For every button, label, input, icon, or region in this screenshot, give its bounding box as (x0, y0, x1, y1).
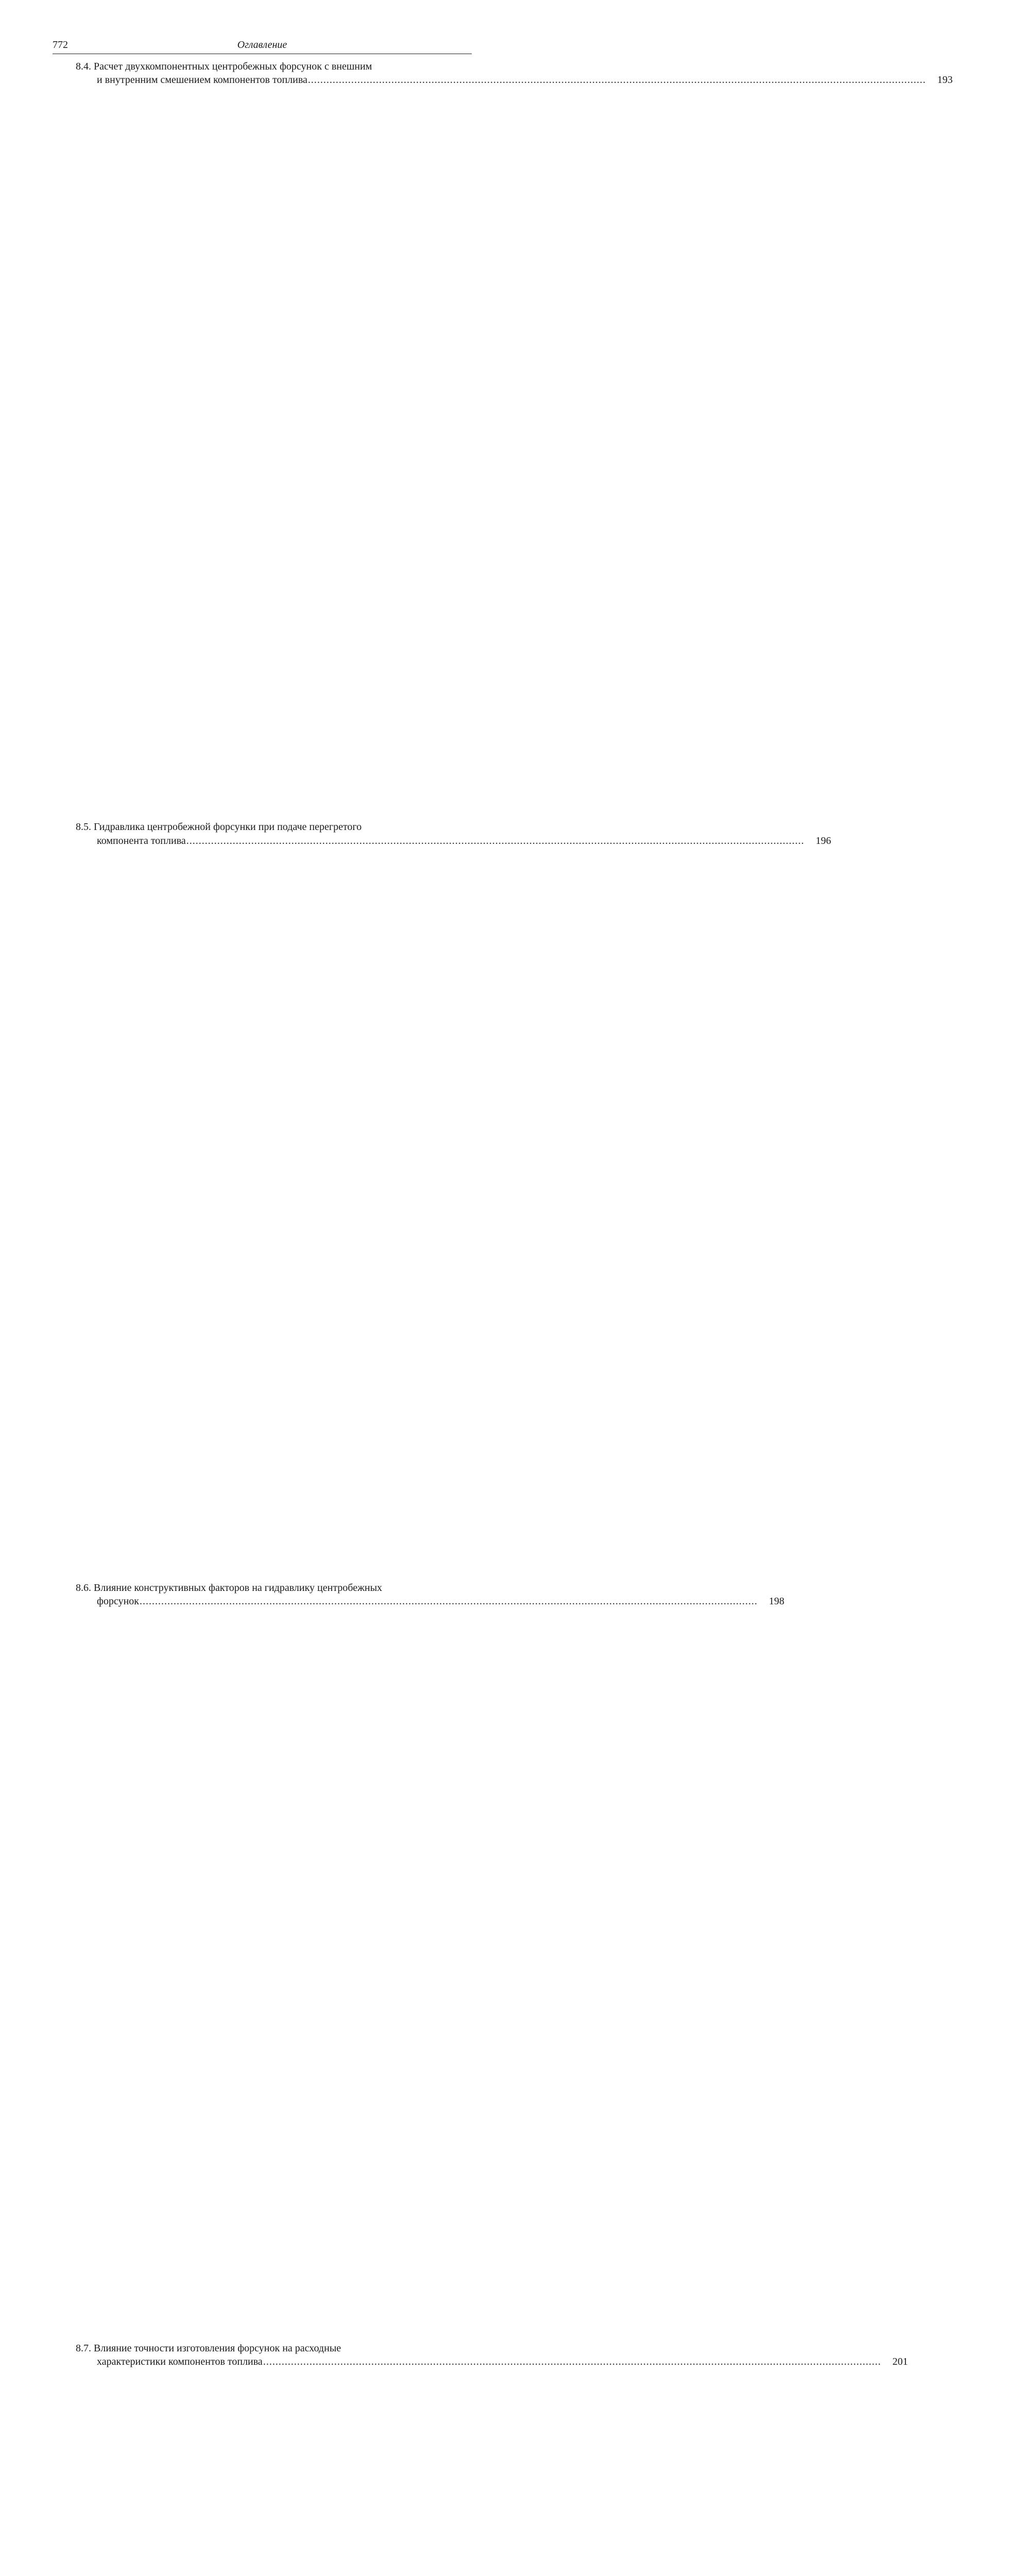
toc-entry-title-line: 8.7. Влияние точности изготовления форсунок на расходные (76, 2342, 341, 2354)
toc-entry-title-line: 8.4. Расчет двухкомпонентных центробежных форсунок с внешним (76, 61, 372, 72)
toc-entry-last-line (97, 2355, 908, 2576)
toc-section-entry (0, 1581, 784, 2342)
dot-leader: ........................................................................................................................................................................................................ (263, 2356, 881, 2368)
toc-entry-last-line (97, 73, 953, 820)
toc-entry-title: и внутренним смешением компонентов топлива (97, 74, 307, 86)
toc-page-number: 201 (892, 2356, 908, 2368)
toc-entry-title: компонента топлива (97, 835, 186, 846)
dot-leader: ........................................................................................................................................................................................................ (186, 835, 804, 846)
running-title: Оглавление (237, 39, 287, 50)
toc-entry-title-line: 8.6. Влияние конструктивных факторов на гидравлику центробежных (76, 1582, 383, 1594)
toc-page-number: 196 (815, 835, 831, 846)
toc-entry-title: форсунок (97, 1595, 139, 1607)
toc-page-number: 193 (937, 74, 953, 86)
toc-entry-title-line: 8.5. Гидравлика центробежной форсунки при подаче перегретого (76, 821, 362, 833)
toc-section-entry (0, 60, 953, 820)
page-header (53, 38, 472, 54)
table-of-contents (0, 60, 953, 2576)
toc-section-entry (0, 2342, 908, 2576)
toc-entry-title: характеристики компонентов топлива (97, 2356, 263, 2368)
toc-page-number: 198 (769, 1595, 784, 1607)
toc-entry-last-line (97, 1595, 784, 2342)
page-number: 772 (53, 39, 68, 50)
dot-leader: ........................................................................................................................................................................................................ (140, 1595, 758, 1607)
toc-section-entry (0, 820, 831, 1581)
dot-leader: ........................................................................................................................................................................................................ (307, 74, 926, 86)
toc-entry-last-line (97, 834, 831, 1581)
